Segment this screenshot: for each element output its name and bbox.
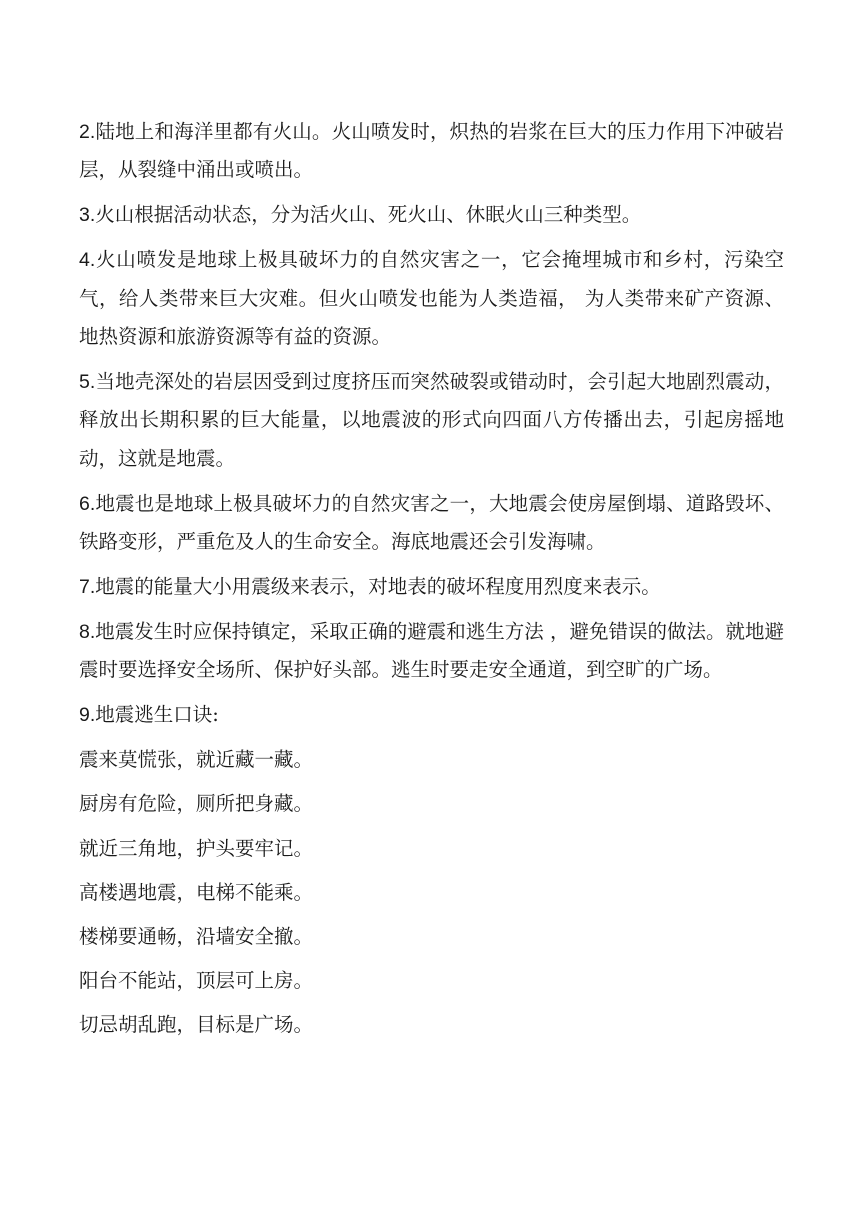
paragraph-number: 5. [79, 370, 96, 393]
paragraph-number: 4. [79, 249, 96, 272]
paragraph-text: 陆地上和海洋里都有火山。火山喷发时，炽热的岩浆在巨大的压力作用下冲破岩层，从裂缝中涌出或喷出。 [79, 120, 784, 182]
poem-line: 阳台不能站，顶层可上房。 [79, 969, 314, 993]
paragraph-7 [79, 568, 784, 606]
paragraph-5 [79, 363, 784, 478]
paragraph-number: 3. [79, 204, 96, 227]
paragraph-8 [79, 613, 784, 690]
paragraph-number: 6. [79, 492, 96, 515]
paragraph-9 [79, 696, 784, 734]
paragraph-text: 地震的能量大小用震级来表示，对地表的破坏程度用烈度来表示。 [95, 574, 661, 598]
paragraph-text: 火山喷发是地球上极具破坏力的自然灾害之一，它会掩埋城市和乡村，污染空气，给人类带来巨大灾难。但火山喷发也能为人类造福， 为人类带来矿产资源、地热资源和旅游资源等有益的资源。 [79, 248, 784, 349]
document-body [79, 113, 784, 1051]
paragraph-text: 火山根据活动状态，分为活火山、死火山、休眠火山三种类型。 [95, 203, 642, 227]
paragraph-number: 9. [79, 704, 96, 727]
paragraph-text: 地震也是地球上极具破坏力的自然灾害之一，大地震会使房屋倒塌、道路毁坏、铁路变形，严重危及人的生命安全。海底地震还会引发海啸。 [79, 491, 784, 554]
paragraph-3 [79, 196, 784, 234]
paragraph-text: 当地壳深处的岩层因受到过度挤压而突然破裂或错动时，会引起大地剧烈震动，释放出长期积累的巨大能量，以地震波的形式向四面八方传播出去，引起房摇地动，这就是地震。 [79, 369, 784, 470]
poem-line: 震来莫慌张，就近藏一藏。 [79, 748, 314, 772]
paragraph-6 [79, 485, 784, 562]
poem-line: 厨房有危险，厕所把身藏。 [79, 792, 314, 816]
poem-line: 就近三角地，护头要牢记。 [79, 836, 314, 860]
paragraph-4 [79, 241, 784, 356]
paragraph-number: 2. [79, 121, 96, 143]
paragraph-2 [79, 113, 784, 190]
poem-line: 高楼遇地震，电梯不能乘。 [79, 880, 314, 904]
paragraph-number: 8. [79, 620, 96, 643]
poem-line: 切忌胡乱跑，目标是广场。 [79, 1013, 314, 1037]
poem-line: 楼梯要通畅，沿墙安全撤。 [79, 924, 314, 948]
paragraph-number: 7. [79, 575, 96, 598]
paragraph-text: 地震逃生口诀: [95, 703, 219, 727]
paragraph-text: 地震发生时应保持镇定，采取正确的避震和逃生方法 ，避免错误的做法。就地避震时要选择安全场所、保护好头部。逃生时要走安全通道，到空旷的广场。 [79, 619, 784, 682]
